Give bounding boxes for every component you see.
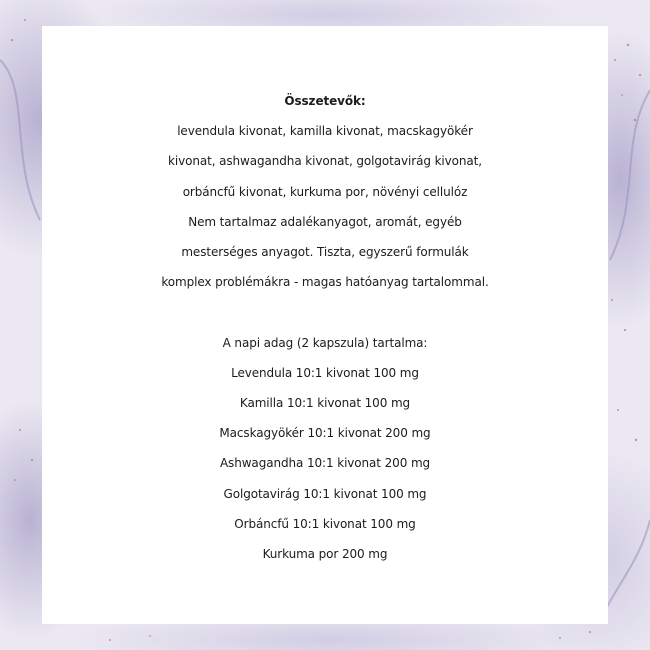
dose-item: Levendula 10:1 kivonat 100 mg bbox=[231, 365, 419, 380]
dose-item: Ashwagandha 10:1 kivonat 200 mg bbox=[219, 456, 431, 471]
ingredients-line: mesterséges anyagot. Tiszta, egyszerű formulák bbox=[181, 245, 469, 260]
section-spacer bbox=[42, 297, 608, 327]
dose-item: Orbáncfű 10:1 kivonat 100 mg bbox=[234, 516, 416, 531]
dose-item: Golgotavirág 10:1 kivonat 100 mg bbox=[223, 486, 427, 501]
ingredients-line: Nem tartalmaz adalékanyagot, aromát, egyéb bbox=[188, 214, 462, 229]
ingredients-line: orbáncfű kivonat, kurkuma por, növényi cellulóz bbox=[182, 184, 468, 199]
ingredients-card bbox=[42, 26, 608, 624]
ingredients-heading: Összetevők: bbox=[284, 94, 366, 108]
dose-item: Kamilla 10:1 kivonat 100 mg bbox=[239, 396, 411, 411]
ingredients-line: levendula kivonat, kamilla kivonat, macskagyökér bbox=[177, 124, 473, 139]
dose-item: Kurkuma por 200 mg bbox=[262, 547, 388, 562]
ingredients-line: komplex problémákra - magas hatóanyag tartalommal. bbox=[161, 275, 489, 290]
daily-dose-heading: A napi adag (2 kapszula) tartalma: bbox=[222, 335, 428, 350]
dose-item: Macskagyökér 10:1 kivonat 200 mg bbox=[219, 426, 431, 441]
ingredients-line: kivonat, ashwagandha kivonat, golgotavirág kivonat, bbox=[168, 154, 482, 169]
ingredients-text bbox=[42, 86, 608, 569]
